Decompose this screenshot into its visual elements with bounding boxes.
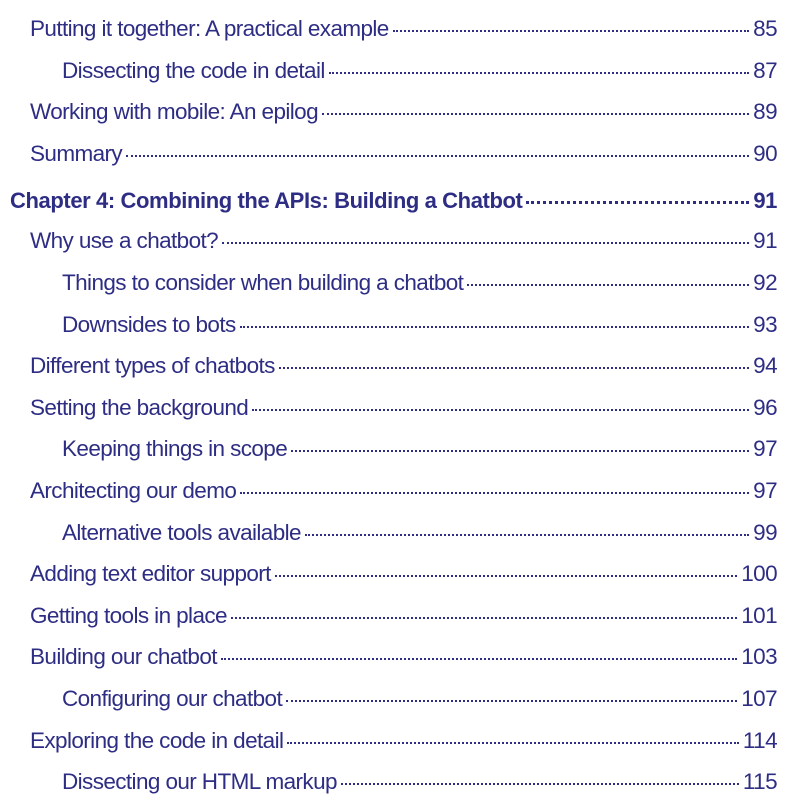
- dot-leader: [467, 283, 749, 286]
- toc-entry-title: Summary: [30, 140, 123, 166]
- toc-entry-page: 101: [741, 602, 777, 628]
- toc-entry: [0, 91, 800, 133]
- toc-entry-page: 103: [741, 644, 777, 670]
- dot-leader: [291, 449, 749, 452]
- toc-entry: [0, 470, 800, 512]
- toc-entry-page: 87: [753, 57, 777, 83]
- toc-entry: [0, 220, 800, 262]
- toc-entry: [0, 761, 800, 800]
- dot-leader: [252, 408, 749, 411]
- toc-entry-title: Setting the background: [30, 394, 249, 420]
- toc-entry: [0, 595, 800, 637]
- toc-entry-page: 91: [753, 188, 777, 214]
- toc-entry-page: 97: [753, 477, 777, 503]
- toc-entry-page: 94: [753, 353, 777, 379]
- dot-leader: [222, 241, 749, 244]
- toc-entry-page: 85: [753, 16, 777, 41]
- toc-chapter-heading: [0, 174, 800, 220]
- toc-entry-title: Architecting our demo: [30, 477, 237, 503]
- dot-leader: [240, 491, 749, 494]
- toc-entry: [0, 8, 800, 50]
- dot-leader: [240, 325, 750, 328]
- table-of-contents: [0, 8, 800, 800]
- toc-entry: [0, 133, 800, 175]
- toc-entry-page: 93: [753, 311, 777, 337]
- toc-entry: [0, 50, 800, 92]
- toc-entry: [0, 387, 800, 429]
- toc-entry-title: Chapter 4: Combining the APIs: Building a Chatbot: [10, 188, 523, 214]
- toc-entry-title: Getting tools in place: [30, 602, 227, 628]
- dot-leader: [231, 616, 737, 619]
- toc-entry: [0, 512, 800, 554]
- toc-entry-page: 100: [741, 561, 777, 587]
- toc-entry-title: Why use a chatbot?: [30, 228, 219, 254]
- toc-entry-title: Different types of chatbots: [30, 353, 275, 379]
- dot-leader: [526, 200, 749, 204]
- dot-leader: [286, 699, 737, 702]
- toc-entry-page: 99: [753, 519, 777, 545]
- dot-leader: [126, 154, 749, 157]
- dot-leader: [329, 71, 749, 74]
- toc-entry-page: 107: [741, 685, 777, 711]
- toc-entry: [0, 262, 800, 304]
- toc-entry-title: Exploring the code in detail: [30, 727, 284, 753]
- toc-entry-title: Alternative tools available: [62, 519, 301, 545]
- toc-entry-page: 96: [753, 394, 777, 420]
- toc-entry: [0, 345, 800, 387]
- dot-leader: [341, 782, 739, 785]
- toc-entry-title: Things to consider when building a chatbot: [62, 269, 464, 295]
- toc-entry: [0, 428, 800, 470]
- toc-entry-page: 97: [753, 436, 777, 462]
- toc-entry: [0, 553, 800, 595]
- toc-entry-page: 92: [753, 269, 777, 295]
- dot-leader: [221, 657, 737, 660]
- dot-leader: [322, 112, 749, 115]
- toc-entry-page: 114: [742, 727, 777, 753]
- dot-leader: [305, 533, 749, 536]
- toc-entry-title: Configuring our chatbot: [62, 685, 283, 711]
- toc-entry-title: Building our chatbot: [30, 644, 217, 670]
- toc-entry-page: 91: [753, 228, 777, 254]
- toc-entry-title: Putting it together: A practical example: [30, 16, 389, 41]
- dot-leader: [275, 574, 737, 577]
- dot-leader: [279, 366, 749, 369]
- toc-entry-title: Dissecting our HTML markup: [62, 769, 337, 795]
- toc-entry-page: 90: [753, 140, 777, 166]
- toc-entry-title: Keeping things in scope: [62, 436, 288, 462]
- toc-entry-title: Dissecting the code in detail: [62, 57, 325, 83]
- toc-entry: [0, 636, 800, 678]
- toc-entry-title: Working with mobile: An epilog: [30, 99, 318, 125]
- toc-entry-title: Adding text editor support: [30, 561, 271, 587]
- dot-leader: [287, 741, 739, 744]
- toc-entry: [0, 720, 800, 762]
- toc-entry-title: Downsides to bots: [62, 311, 236, 337]
- dot-leader: [393, 29, 749, 32]
- toc-entry-page: 89: [753, 99, 777, 125]
- toc-entry-page: 115: [742, 769, 777, 795]
- toc-entry: [0, 304, 800, 346]
- toc-entry: [0, 678, 800, 720]
